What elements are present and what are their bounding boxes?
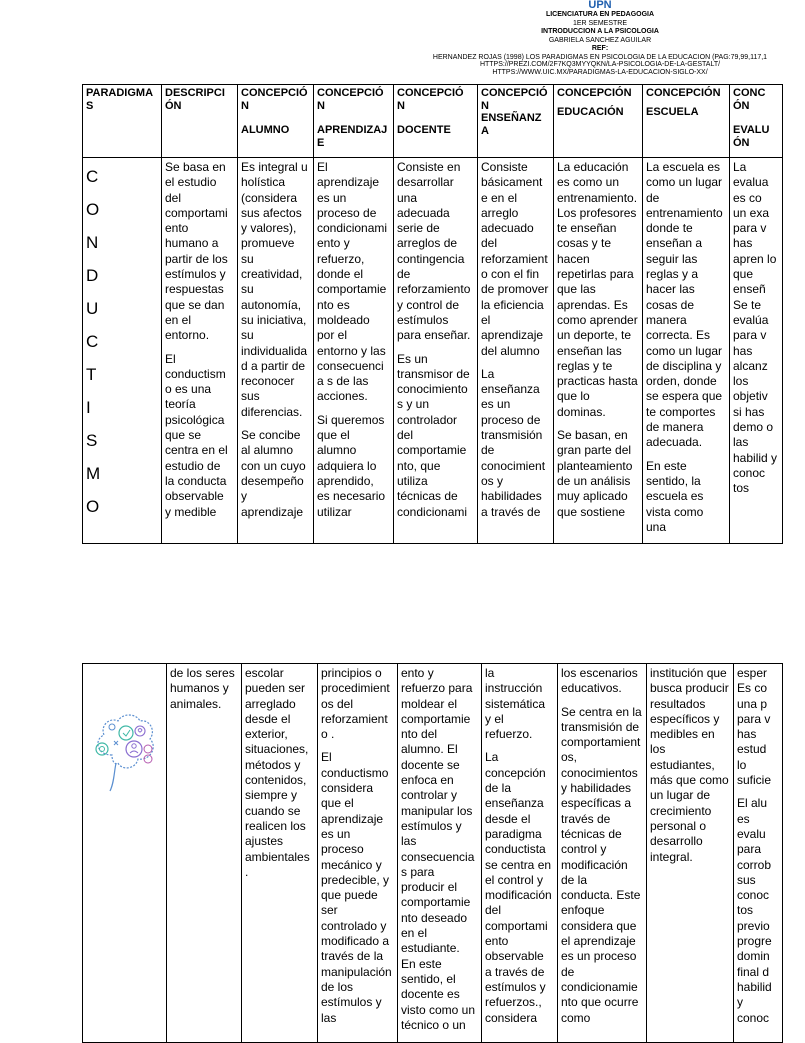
cell-educacion: La educación es como un entrenamiento. Los profesores te enseñan cosas y te hacen repetirlas para que las aprendas. Es como aprender un deporte, te enseñan las reglas y te practicas hasta que lo dominas. Se basan, en gran parte del planteamiento de un análisis muy aplicado que sostiene bbox=[554, 158, 643, 544]
paradigm-name-conductismo: C O N D U C T I S M O bbox=[83, 158, 162, 544]
header-line-degree: LICENCIATURA EN PEDAGOGIA bbox=[545, 11, 655, 18]
cell-docente: ento y refuerzo para moldear el comportamie nto del alumno. El docente se enfoca en controlar y manipular los estímulos y las consecuencia s para producir el comportamie nto deseado en el estudiante. En este sentido, el docente es visto como un técnico o un bbox=[398, 664, 482, 1043]
header-line-ref: REF: bbox=[591, 45, 609, 52]
reference-link-uic: HTTPS://WWW.UIC.MX/PARADIGMAS-LA-EDUCACION-SIGLO-XX/ bbox=[492, 68, 708, 76]
paradigm-table-bottom bbox=[82, 663, 783, 1043]
col-header-educacion: CONCEPCIÓN EDUCACIÓN bbox=[554, 85, 643, 158]
upn-logo-text: UPN bbox=[588, 0, 612, 11]
header-line-author: GABRIELA SANCHEZ AGUILAR bbox=[548, 36, 652, 44]
table-header-row bbox=[83, 85, 783, 158]
header-line-course: INTRODUCCION A LA PSICOLOGIA bbox=[541, 28, 659, 35]
cell-escuela: La escuela es como un lugar de entrenamiento donde te enseñan a seguir las reglas y a hacer las cosas de manera correcta. Es como un lugar de disciplina y orden, donde se espera que te comportes de manera adecuada. En este sentido, la escuela es vista como una bbox=[643, 158, 730, 544]
col-header-escuela: CONCEPCIÓN ESCUELA bbox=[643, 85, 730, 158]
brain-gears-icon bbox=[88, 705, 158, 791]
cell-descripcion: de los seres humanos y animales. bbox=[167, 664, 242, 1043]
col-header-docente: CONCEPCIÓ N DOCENTE bbox=[394, 85, 478, 158]
cell-aprendizaje: principios o procedimient os del reforzamiento . El conductismo considera que el aprendizaje es un proceso mecánico y predecible, y que puede ser controlado y modificado a través de la manipulación de los estímulos y las bbox=[318, 664, 398, 1043]
cell-ensenanza: Consiste básicament e en el arreglo adecuado del reforzamient o con el fin de promover la eficiencia el aprendizaje del alumno La enseñanza es un proceso de transmisión de conocimient os y habilidades a través de bbox=[478, 158, 554, 544]
cell-ensenanza: la instrucción sistemática y el refuerzo. La concepción de la enseñanza desde el paradigma conductista se centra en el control y modificación del comportami ento observable a través de estímulos y refuerzos., considera bbox=[482, 664, 558, 1043]
table-row bbox=[83, 158, 783, 544]
col-header-evaluacion: CONC ÓN EVALU ÓN bbox=[730, 85, 783, 158]
cell-alumno: Es integral u holística (considera sus afectos y valores), promueve su creatividad, su autonomía, su iniciativa, su individualida d a partir de reconocer sus diferencias. Se concibe al alumno con un cuyo desempeño y aprendizaje bbox=[238, 158, 314, 544]
cell-evaluacion: La evalua es co un exa para v has apren lo que enseñ Se te evalúa para v has alcanz los objetiv si has demo o las habilid y conoc tos bbox=[730, 158, 783, 544]
cell-evaluacion: esper Es co una p para v has estud lo suficie El alu es evalu para corrob sus conoc tos previo progre domin final d habilid y conoc bbox=[734, 664, 783, 1043]
col-header-alumno: CONCEPCIÓ N ALUMNO bbox=[238, 85, 314, 158]
paradigm-table-top bbox=[82, 84, 783, 544]
col-header-descripcion: DESCRIPCI ÓN bbox=[162, 85, 238, 158]
reference-book: HERNANDEZ ROJAS (1998) LOS PARADIGMAS EN PSICOLOGIA DE LA EDUCACION (PAG:79,99,117,1 bbox=[432, 53, 768, 61]
document-header bbox=[395, 0, 805, 76]
cell-escuela: institución que busca producir resultados específicos y medibles en los estudiantes, más que como un lugar de crecimiento personal o desarrollo integral. bbox=[647, 664, 734, 1043]
col-header-paradigma: PARADIGMA S bbox=[83, 85, 162, 158]
cell-descripcion: Se basa en el estudio del comportami ento humano a partir de los estímulos y respuestas que se dan en el entorno. El conductism o es una teoría psicológica que se centra en el estudio de la conducta observable y medible bbox=[162, 158, 238, 544]
table-row bbox=[83, 664, 783, 1043]
reference-link-prezi: HTTPS://PREZI.COM/2F7KQ3MYYQKN/LA-PSICOLOGIA-DE-LA-GESTALT/ bbox=[479, 61, 721, 68]
cell-educacion: los escenarios educativos. Se centra en la transmisión de comportamient os, conocimientos y habilidades específicas a través de técnicas de control y modificación de la conducta. Este enfoque considera que el aprendizaje es un proceso de condicionamie nto que ocurre como bbox=[558, 664, 647, 1043]
cell-docente: Consiste en desarrollar una adecuada serie de arreglos de contingencia de reforzamiento y control de estímulos para enseñar. Es un transmisor de conocimiento s y un controlador del comportamie nto, que utiliza técnicas de condicionami bbox=[394, 158, 478, 544]
paradigm-illustration-cell bbox=[83, 664, 167, 1043]
col-header-aprendizaje: CONCEPCIÓ N APRENDIZAJ E bbox=[314, 85, 394, 158]
cell-alumno: escolar pueden ser arreglado desde el exterior, situaciones, métodos y contenidos, siempre y cuando se realicen los ajustes ambientales . bbox=[242, 664, 318, 1043]
header-line-semester: 1ER SEMESTRE bbox=[572, 19, 628, 27]
col-header-ensenanza: CONCEPCIÓ N ENSEÑANZ A bbox=[478, 85, 554, 158]
cell-aprendizaje: El aprendizaje es un proceso de condicionami ento y refuerzo, donde el comportamie nto es moldeado por el entorno y las consecuencia s de las acciones. Si queremos que el alumno adquiera lo aprendido, es necesario utilizar bbox=[314, 158, 394, 544]
